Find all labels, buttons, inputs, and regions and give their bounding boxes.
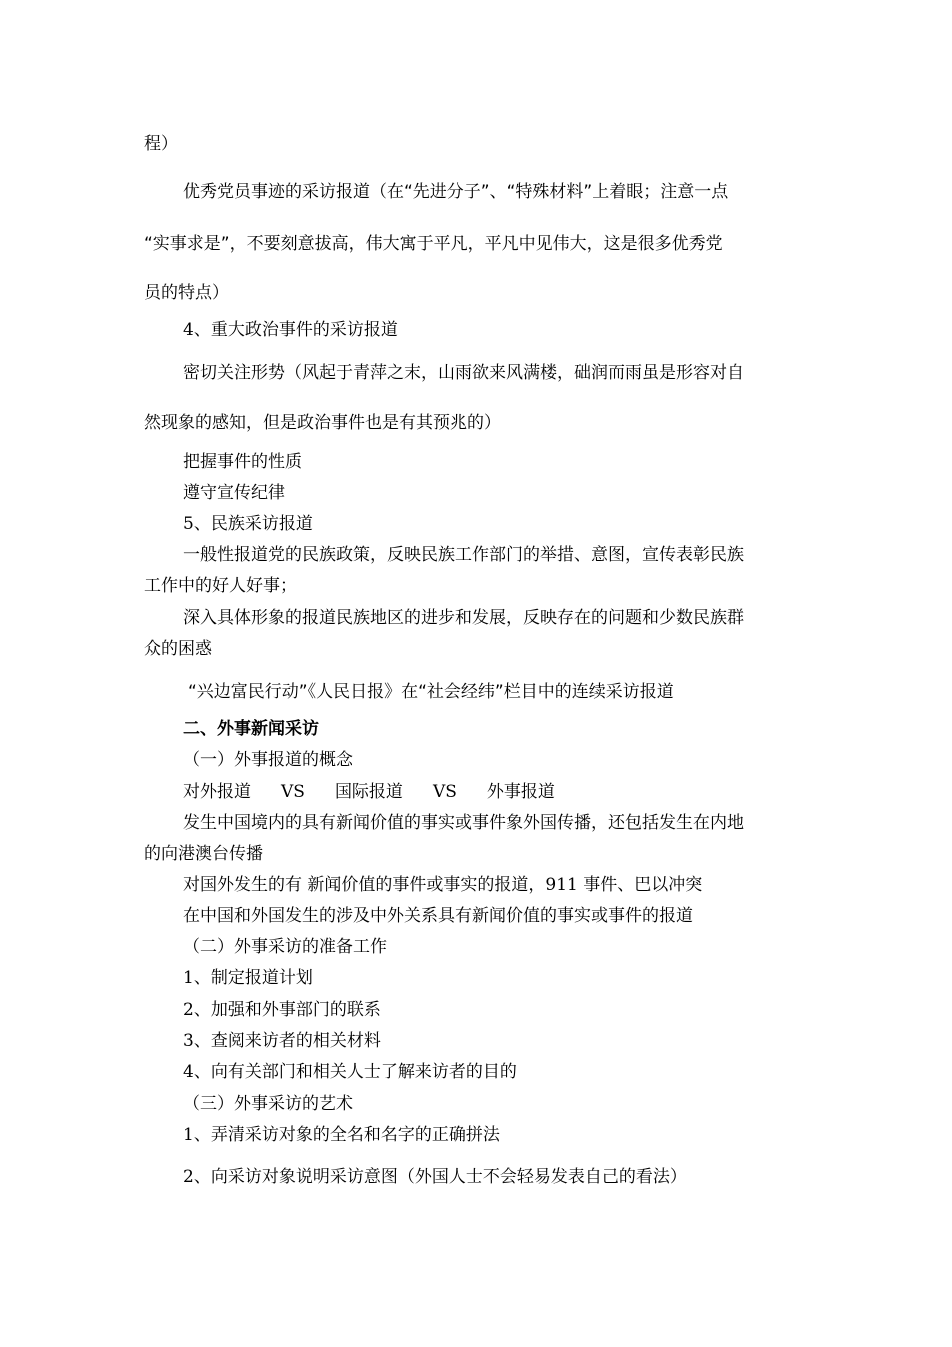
- text-run: 发生中国境内的具有新闻价值的事实或事件象外国传播，还包括发生在内地: [183, 813, 744, 833]
- text-line: [183, 1166, 687, 1188]
- text-line: [183, 482, 285, 504]
- text-line: [183, 1061, 517, 1083]
- text-line: [183, 749, 353, 771]
- text-line: [183, 936, 387, 958]
- text-line: [183, 874, 702, 896]
- text-run: 工作中的好人好事；: [144, 576, 297, 596]
- text-line: [183, 513, 313, 535]
- text-line: [183, 967, 313, 989]
- text-line: [183, 362, 744, 384]
- compare-item-3: 外事报道: [486, 782, 555, 802]
- text-line: [144, 843, 263, 865]
- text-line: [144, 282, 229, 304]
- text-run-sans: （风起于青萍之末，山雨欲来风满楼，础润而雨虽是形容对自: [285, 363, 744, 383]
- compare-vs-2: VS: [432, 782, 457, 802]
- text-line: [183, 607, 744, 629]
- text-run: 密切关注形势: [183, 363, 285, 383]
- text-line: [183, 1124, 500, 1146]
- text-line: [183, 544, 744, 566]
- text-run-sans: “兴边富民行动”《人民日报》在“社会经纬”栏目中的连续采访报道: [188, 682, 674, 702]
- text-line: [183, 451, 302, 473]
- text-run: 深入具体形象的报道民族地区的进步和发展，反映存在的问题和少数民族群: [183, 608, 744, 628]
- text-line: [144, 638, 212, 660]
- text-run-sans: 然现象的感知，但是政治事件也是有其预兆的）: [144, 413, 501, 433]
- text-run-sans: （外国人士不会轻易发表自己的看法）: [397, 1167, 687, 1187]
- text-run: 2、向采访对象说明采访意图: [183, 1167, 398, 1187]
- text-run: 3、查阅来访者的相关材料: [183, 1031, 381, 1051]
- text-line: [188, 681, 674, 703]
- text-line: [183, 181, 728, 203]
- text-run: 遵守宣传纪律: [183, 483, 285, 503]
- text-run: （三）外事采访的艺术: [183, 1094, 353, 1114]
- compare-line: [183, 781, 555, 803]
- text-line: [144, 575, 297, 597]
- text-line: [144, 233, 723, 255]
- text-line: [183, 812, 744, 834]
- text-run: 把握事件的性质: [183, 452, 302, 472]
- compare-vs-1: VS: [281, 782, 305, 802]
- text-run-sans: 员的特点）: [144, 283, 229, 303]
- text-run: 4、向有关部门和相关人士了解来访者的目的: [183, 1062, 517, 1082]
- text-run: 二、外事新闻采访: [183, 719, 319, 739]
- text-run: 的向港澳台传播: [144, 844, 263, 864]
- text-run: 1、制定报道计划: [183, 968, 313, 988]
- text-line: [183, 319, 398, 341]
- text-line: [144, 412, 501, 434]
- text-run: 2、加强和外事部门的联系: [183, 1000, 381, 1020]
- text-run: （二）外事采访的准备工作: [183, 937, 387, 957]
- text-line: [183, 999, 381, 1021]
- text-run-sans: “实事求是”，不要刻意拔高，伟大寓于平凡，平凡中见伟大，这是很多优秀党: [144, 234, 723, 254]
- text-run: 对国外发生的有 新闻价值的事件或事实的报道，911 事件、巴以冲突: [183, 875, 703, 895]
- text-run-sans: （在“先进分子”、“特殊材料”上着眼；注意一点: [370, 182, 729, 202]
- text-line: [183, 905, 693, 927]
- text-run: 4、重大政治事件的采访报道: [183, 320, 398, 340]
- text-line: [183, 1093, 353, 1115]
- text-run: 1、弄清采访对象的全名和名字的正确拼法: [183, 1125, 500, 1145]
- text-run: 在中国和外国发生的涉及中外关系具有新闻价值的事实或事件的报道: [183, 906, 693, 926]
- text-line: [144, 133, 178, 155]
- compare-item-2: 国际报道: [334, 782, 403, 802]
- text-line: [183, 1030, 381, 1052]
- section-heading: [183, 718, 319, 740]
- text-run: 优秀党员事迹的采访报道: [183, 182, 370, 202]
- text-run: 众的困惑: [144, 639, 212, 659]
- text-run-sans: 程）: [144, 134, 178, 154]
- compare-item-1: 对外报道: [183, 782, 251, 802]
- text-run: （一）外事报道的概念: [183, 750, 353, 770]
- text-run: 一般性报道党的民族政策，反映民族工作部门的举措、意图，宣传表彰民族: [183, 545, 744, 565]
- text-run: 5、民族采访报道: [183, 514, 313, 534]
